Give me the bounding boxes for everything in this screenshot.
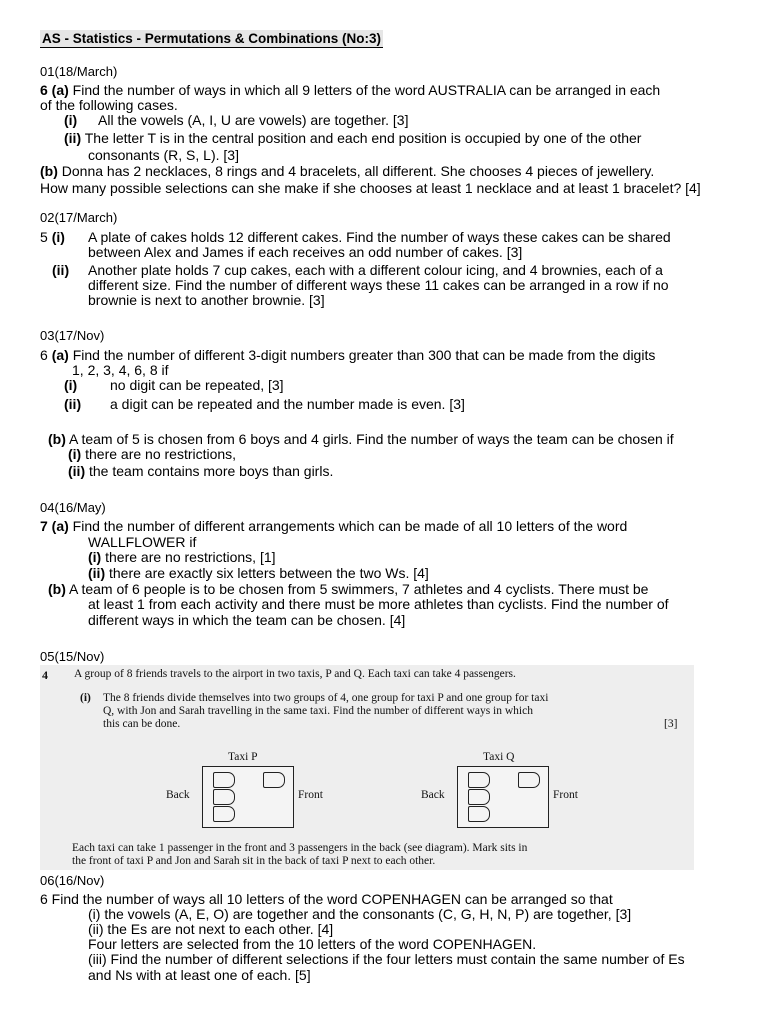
q2-heading: 02(17/March) xyxy=(40,210,118,225)
taxi-p-diagram xyxy=(202,766,294,828)
q5-part-i-line3: this can be done. xyxy=(103,718,181,730)
q4-part-b-line3: different ways in which the team can be chosen. [4] xyxy=(88,612,406,628)
q4-heading: 04(16/May) xyxy=(40,500,106,515)
taxi-q-front-seat xyxy=(518,772,540,788)
q3-part-ii-label: (ii) xyxy=(64,396,82,412)
q1-part-ii-line2: consonants (R, S, L). [3] xyxy=(88,147,239,163)
document-title: AS - Statistics - Permutations & Combinations (No:3) xyxy=(42,31,382,46)
q1-heading: 01(18/March) xyxy=(40,64,118,79)
q2-part-ii-line3: brownie is next to another brownie. [3] xyxy=(88,292,325,308)
q5-number: 4 xyxy=(42,668,48,682)
taxi-q-back-seat-2 xyxy=(468,789,490,805)
taxi-q-back-seat-3 xyxy=(468,806,490,822)
q1-part-i: (i) xyxy=(64,112,78,128)
q5-footnote-line1: Each taxi can take 1 passenger in the front and 3 passengers in the back (see diagram). Mark sits in xyxy=(72,842,528,854)
q3-part-b-ii: (ii) the team contains more boys than girls. xyxy=(68,463,334,479)
q3-part-a-line2: 1, 2, 3, 4, 6, 8 if xyxy=(72,362,169,378)
q5-intro: A group of 8 friends travels to the airport in two taxis, P and Q. Each taxi can take 4 passengers. xyxy=(74,668,516,680)
q3-part-i-text: no digit can be repeated, [3] xyxy=(110,377,284,393)
q5-heading: 05(15/Nov) xyxy=(40,649,105,664)
q3-part-a: 6 (a) Find the number of different 3-digit numbers greater than 300 that can be made from the digits xyxy=(40,347,656,363)
q5-scanned-question xyxy=(40,665,694,870)
q6-line4: Four letters are selected from the 10 letters of the word COPENHAGEN. xyxy=(88,936,537,952)
taxi-p-back-label: Back xyxy=(166,789,190,801)
q1-part-i-text: All the vowels (A, I, U are vowels) are together. [3] xyxy=(98,112,409,128)
q1-line2: of the following cases. xyxy=(40,97,178,113)
q6-part-ii: (ii) the Es are not next to each other. [4] xyxy=(88,921,334,937)
q2-part-i-text: A plate of cakes holds 12 different cakes. Find the number of ways these cakes can be shared xyxy=(88,229,671,245)
taxi-p-back-seat-2 xyxy=(213,789,235,805)
q5-part-i-label: (i) xyxy=(80,692,91,704)
q6-heading: 06(16/Nov) xyxy=(40,873,105,888)
q6-part-iii: (iii) Find the number of different selections if the four letters must contain the same number of Es xyxy=(88,951,685,967)
taxi-p-back-seat-3 xyxy=(213,806,235,822)
q2-part-ii-label: (ii) xyxy=(52,262,70,278)
taxi-p-label: Taxi P xyxy=(228,751,258,763)
q3-part-i-label: (i) xyxy=(64,377,78,393)
q4-part-b-line2: at least 1 from each activity and there must be more athletes than cyclists. Find the number of xyxy=(88,596,669,612)
taxi-q-diagram xyxy=(457,766,549,828)
q6-part-iii-line2: and Ns with at least one of each. [5] xyxy=(88,967,311,983)
q1-line1: 6 (a) Find the number of ways in which all 9 letters of the word AUSTRALIA can be arranged in each xyxy=(40,82,661,98)
q2-part-i-label: 5 (i) xyxy=(40,229,65,245)
q2-part-ii-text: Another plate holds 7 cup cakes, each with a different colour icing, and 4 brownies, each of a xyxy=(88,262,663,278)
q6-part-i: (i) the vowels (A, E, O) are together and the consonants (C, G, H, N, P) are together, [3] xyxy=(88,906,632,922)
q2-part-i-line2: between Alex and James if each receives an odd number of cakes. [3] xyxy=(88,244,523,260)
taxi-q-label: Taxi Q xyxy=(483,751,515,763)
q5-part-i-line2: Q, with Jon and Sarah travelling in the same taxi. Find the number of different ways in which xyxy=(103,705,533,717)
q3-part-b-i: (i) there are no restrictions, xyxy=(68,446,237,462)
taxi-p-front-label: Front xyxy=(298,789,323,801)
q2-part-ii-line2: different size. Find the number of different ways these 11 cakes can be arranged in a row if no xyxy=(88,277,669,293)
q4-part-b: (b) A team of 6 people is to be chosen from 5 swimmers, 7 athletes and 4 cyclists. There must be xyxy=(48,581,649,597)
q5-part-i-text: The 8 friends divide themselves into two groups of 4, one group for taxi P and one group for taxi xyxy=(103,692,549,704)
q3-heading: 03(17/Nov) xyxy=(40,328,105,343)
taxi-p-back-seat-1 xyxy=(213,772,235,788)
q1-part-b: (b) Donna has 2 necklaces, 8 rings and 4 bracelets, all different. She chooses 4 pieces of jewellery. xyxy=(40,163,655,179)
q4-part-a-line2: WALLFLOWER if xyxy=(88,534,197,550)
q1-part-b-line2: How many possible selections can she make if she chooses at least 1 necklace and at least 1 bracelet? [4] xyxy=(40,180,701,196)
q4-part-i: (i) there are no restrictions, [1] xyxy=(88,549,276,565)
q5-footnote-line2: the front of taxi P and Jon and Sarah sit in the back of taxi P next to each other. xyxy=(72,855,436,867)
q5-part-i-marks: [3] xyxy=(664,718,678,730)
q4-part-a: 7 (a) Find the number of different arrangements which can be made of all 10 letters of the word xyxy=(40,518,628,534)
taxi-q-back-seat-1 xyxy=(468,772,490,788)
q1-part-ii: (ii) The letter T is in the central position and each end position is occupied by one of the other xyxy=(64,130,642,146)
q3-part-b: (b) A team of 5 is chosen from 6 boys and 4 girls. Find the number of ways the team can be chosen if xyxy=(48,431,674,447)
q3-part-ii-text: a digit can be repeated and the number made is even. [3] xyxy=(110,396,465,412)
taxi-q-front-label: Front xyxy=(553,789,578,801)
taxi-p-front-seat xyxy=(263,772,285,788)
q4-part-ii: (ii) there are exactly six letters between the two Ws. [4] xyxy=(88,565,429,581)
taxi-q-back-label: Back xyxy=(421,789,445,801)
q6-line1: 6 Find the number of ways all 10 letters of the word COPENHAGEN can be arranged so that xyxy=(40,891,613,907)
